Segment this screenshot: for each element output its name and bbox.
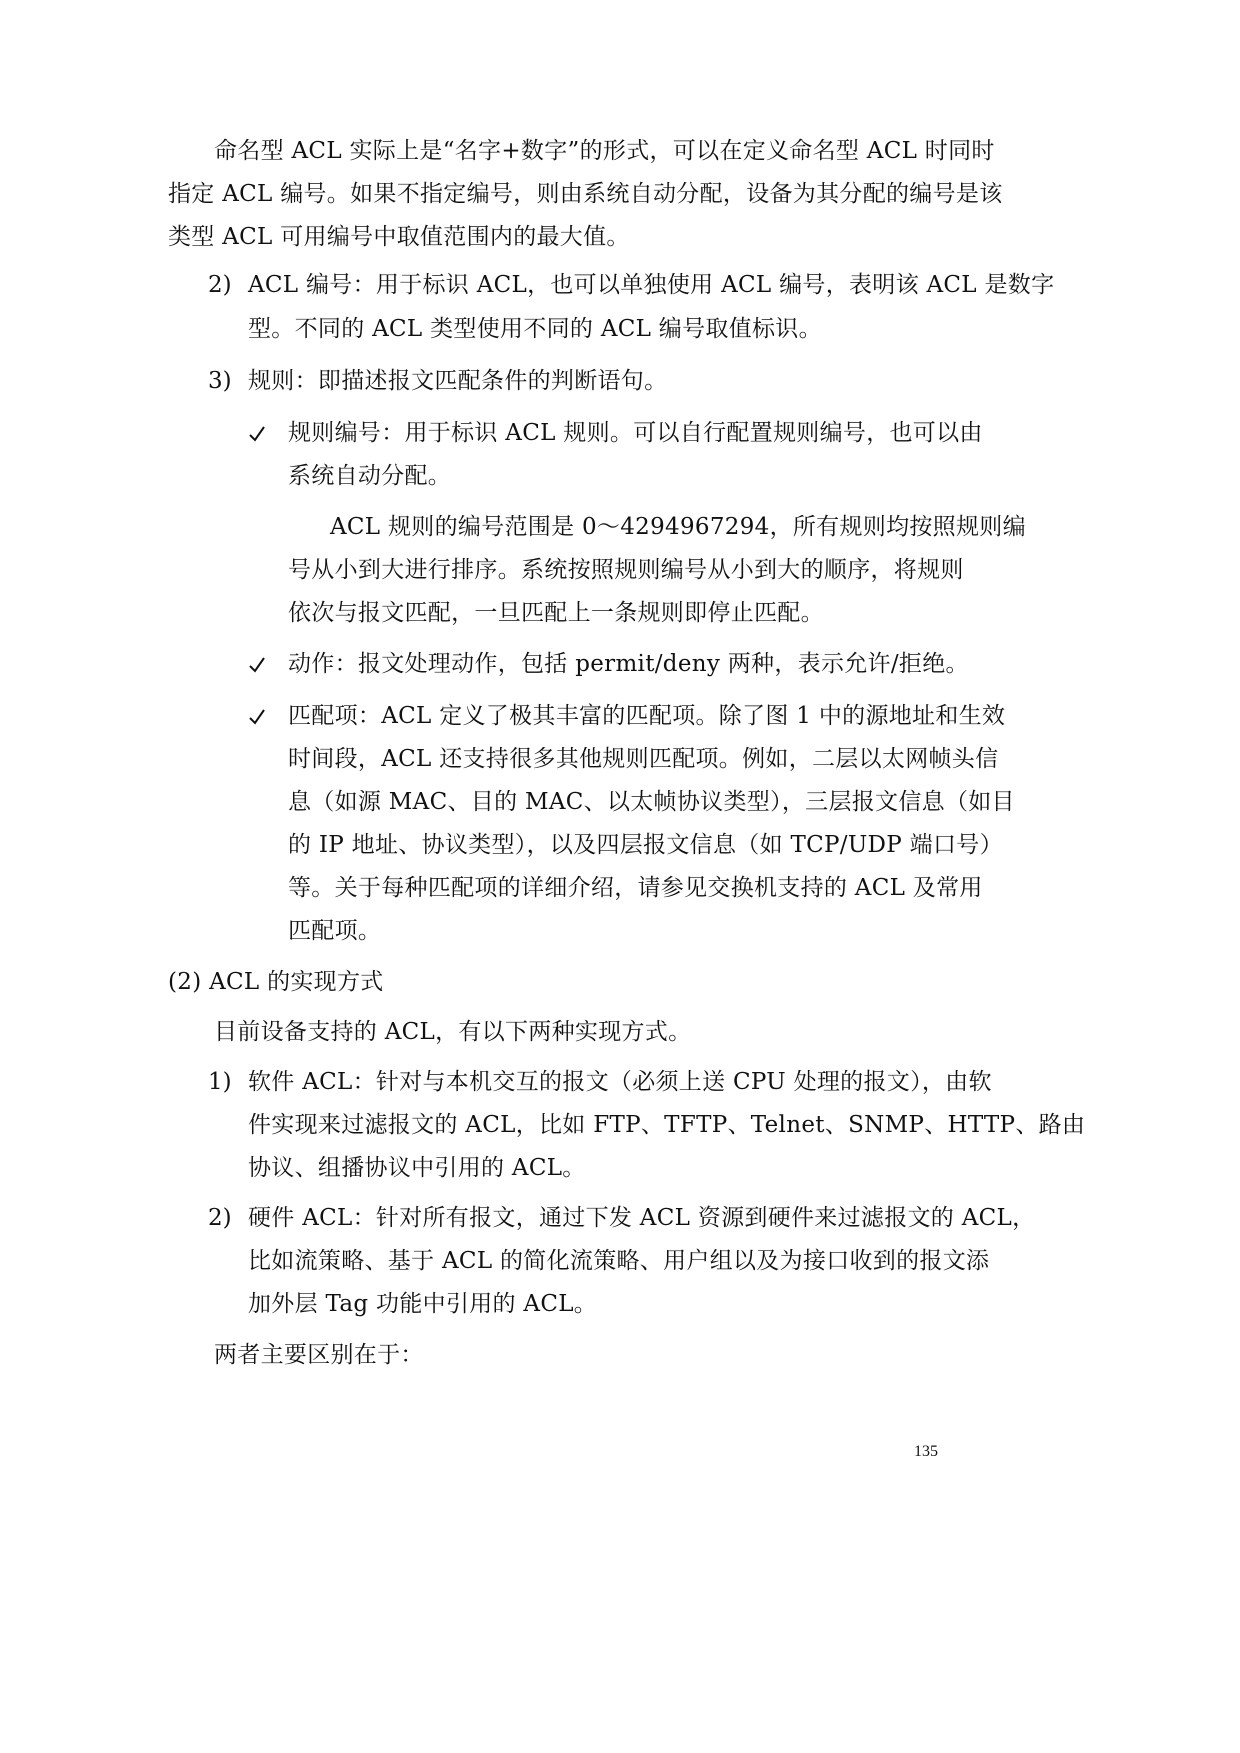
checkmark-icon — [248, 425, 266, 443]
text-line: ACL 编号：用于标识 ACL，也可以单独使用 ACL 编号，表明该 ACL 是数字 — [248, 272, 1055, 298]
text-line: 命名型 ACL 实际上是“名字+数字”的形式，可以在定义命名型 ACL 时同时 — [214, 138, 995, 164]
text-line: 动作：报文处理动作，包括 permit/deny 两种，表示允许/拒绝。 — [288, 651, 969, 677]
text-line: 硬件 ACL：针对所有报文，通过下发 ACL 资源到硬件来过滤报文的 ACL， — [248, 1205, 1036, 1231]
text-line: 件实现来过滤报文的 ACL，比如 FTP、TFTP、Telnet、SNMP、HTTP、路由 — [248, 1112, 1086, 1138]
section-heading: (2) ACL 的实现方式 — [168, 969, 384, 995]
text-line: 类型 ACL 可用编号中取值范围内的最大值。 — [168, 224, 630, 250]
list-marker: 2) — [208, 1205, 232, 1231]
text-line: 系统自动分配。 — [288, 463, 452, 489]
text-line: 时间段，ACL 还支持很多其他规则匹配项。例如，二层以太网帧头信 — [288, 746, 999, 772]
text-line: ACL 规则的编号范围是 0～4294967294，所有规则均按照规则编 — [330, 514, 1026, 540]
text-line: 息（如源 MAC、目的 MAC、以太帧协议类型），三层报文信息（如目 — [288, 789, 1015, 815]
text-line: 型。不同的 ACL 类型使用不同的 ACL 编号取值标识。 — [248, 316, 822, 342]
list-marker: 3) — [208, 368, 232, 394]
checkmark-icon — [248, 656, 266, 674]
closing-paragraph: 两者主要区别在于： — [214, 1342, 424, 1368]
text-line: 规则：即描述报文匹配条件的判断语句。 — [248, 368, 668, 394]
text-line: 等。关于每种匹配项的详细介绍，请参见交换机支持的 ACL 及常用 — [288, 875, 983, 901]
checkmark-icon — [248, 708, 266, 726]
list-marker: 2) — [208, 272, 232, 298]
text-line: 的 IP 地址、协议类型），以及四层报文信息（如 TCP/UDP 端口号） — [288, 832, 1003, 858]
intro-paragraph: 目前设备支持的 ACL，有以下两种实现方式。 — [214, 1019, 692, 1045]
text-line: 协议、组播协议中引用的 ACL。 — [248, 1155, 586, 1181]
text-line: 依次与报文匹配，一旦匹配上一条规则即停止匹配。 — [288, 600, 824, 626]
text-line: 加外层 Tag 功能中引用的 ACL。 — [248, 1291, 598, 1317]
text-line: 软件 ACL：针对与本机交互的报文（必须上送 CPU 处理的报文），由软 — [248, 1069, 992, 1095]
text-line: 匹配项。 — [288, 918, 382, 944]
text-line: 比如流策略、基于 ACL 的简化流策略、用户组以及为接口收到的报文添 — [248, 1248, 990, 1274]
page-number: 135 — [914, 1443, 938, 1460]
text-line: 规则编号：用于标识 ACL 规则。可以自行配置规则编号，也可以由 — [288, 420, 983, 446]
text-line: 匹配项：ACL 定义了极其丰富的匹配项。除了图 1 中的源地址和生效 — [288, 703, 1006, 729]
text-line: 号从小到大进行排序。系统按照规则编号从小到大的顺序，将规则 — [288, 557, 964, 583]
list-marker: 1) — [208, 1069, 232, 1095]
text-line: 指定 ACL 编号。如果不指定编号，则由系统自动分配，设备为其分配的编号是该 — [168, 181, 1003, 207]
